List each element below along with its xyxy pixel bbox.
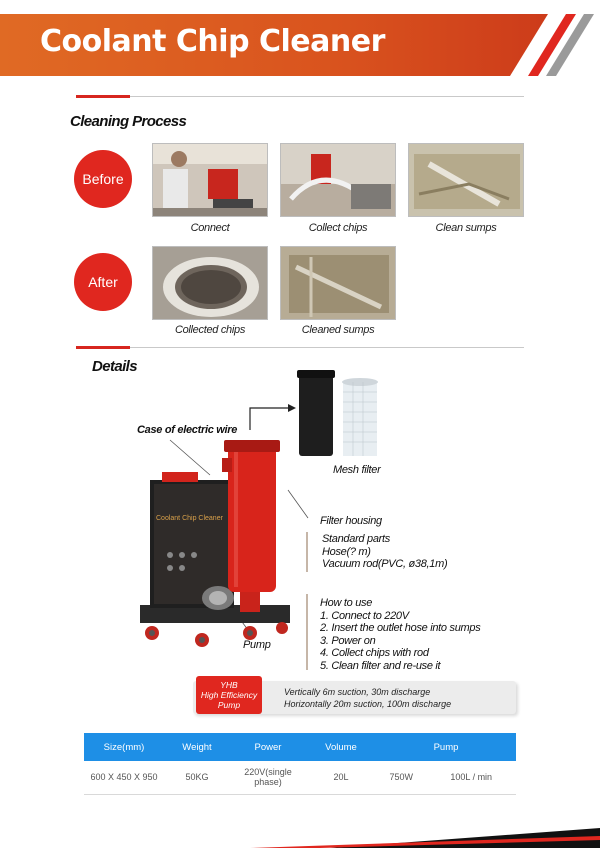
vertical-bar [306,532,308,572]
caption-collected-chips: Collected chips [174,324,246,336]
pump-badge-line: High Efficiency [200,690,258,700]
cell-pump-flow: 100L / min [426,761,516,794]
vertical-bar [306,594,308,670]
col-header-volume: Volume [306,733,376,761]
cell-power: 220V(single phase) [230,761,306,794]
machine-panel-text: Coolant Chip Cleaner [156,515,223,522]
caption-connect: Connect [190,222,230,234]
section-divider [76,347,524,348]
pump-badge [196,676,262,714]
cell-pump-power: 750W [376,761,426,794]
how-to-use-title: How to use [320,597,373,609]
pump-spec-line: Horizontally 20m suction, 100m discharge [284,699,452,709]
photo-clean-sumps [408,143,524,217]
col-header-size: Size(mm) [84,733,164,761]
how-to-use-block [320,597,480,672]
standard-parts-item: Vacuum rod(PVC, ø38,1m) [322,558,448,570]
page-title: Coolant Chip Cleaner [40,24,385,59]
col-header-pump: Pump [376,733,516,761]
standard-parts-title: Standard parts [322,533,390,545]
photo-collected-chips [152,246,268,320]
how-to-use-step: 1. Connect to 220V [320,609,409,622]
how-to-use-step: 4. Collect chips with rod [320,647,429,659]
cell-weight: 50KG [164,761,230,794]
case-of-electric-wire-label: Case of electric wire [137,424,238,436]
cleaning-process-title: Cleaning Process [70,113,187,130]
caption-collect-chips: Collect chips [308,222,368,234]
how-to-use-step: 3. Power on [320,634,376,647]
standard-parts-item: Hose(? m) [322,545,371,558]
photo-cleaned-sumps [280,246,396,320]
section-divider [76,96,524,97]
cell-volume: 20L [306,761,376,794]
pump-specs [284,686,451,710]
before-badge: Before [74,150,132,208]
how-to-use-step: 5. Clean filter and re-use it [320,659,441,672]
col-header-weight: Weight [164,733,230,761]
pump-badge-line: YHB [220,680,238,690]
photo-connect [152,143,268,217]
caption-cleaned-sumps: Cleaned sumps [301,324,375,336]
col-header-power: Power [230,733,306,761]
standard-parts-block [322,533,447,571]
pump-spec-line: Vertically 6m suction, 30m discharge [284,687,431,697]
mesh-filter-illustration [297,370,383,460]
photo-collect-chips [280,143,396,217]
caption-clean-sumps: Clean sumps [435,222,497,234]
filter-housing-label: Filter housing [320,515,382,527]
details-title: Details [92,358,137,375]
how-to-use-step: 2. Insert the outlet hose into sumps [320,622,481,634]
pump-label: Pump [243,639,271,651]
spec-table [84,733,516,795]
cell-size: 600 X 450 X 950 [84,761,164,794]
pump-badge-line: Pump [217,700,241,710]
after-badge: After [74,253,132,311]
table-header-row [84,733,516,761]
table-row [84,761,516,794]
header-banner [0,14,600,76]
footer-stripe [0,818,600,848]
mesh-filter-label: Mesh filter [333,464,381,476]
